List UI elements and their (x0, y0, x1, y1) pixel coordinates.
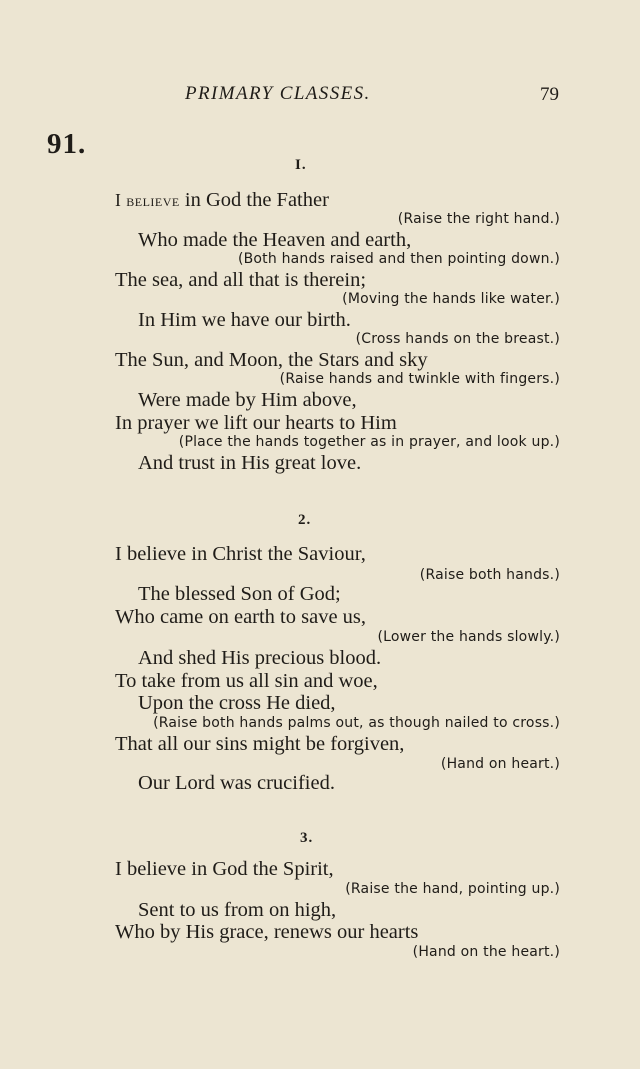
gesture-direction: (Raise hands and twinkle with fingers.) (279, 371, 560, 387)
gesture-direction: (Place the hands together as in prayer, and look up.) (178, 434, 560, 450)
stanza-number: 3. (300, 830, 314, 846)
verse-line: Were made by Him above, (138, 389, 357, 411)
verse-line: And trust in His great love. (138, 452, 362, 474)
verse-line: Who made the Heaven and earth, (138, 229, 412, 251)
verse-line: The blessed Son of God; (138, 583, 341, 605)
gesture-direction: (Raise both hands.) (419, 567, 560, 583)
gesture-direction: (Both hands raised and then pointing down.) (237, 251, 560, 267)
gesture-direction: (Cross hands on the breast.) (355, 331, 560, 347)
verse-line: To take from us all sin and woe, (115, 670, 378, 692)
verse-line (115, 190, 329, 211)
hymn-number: 91. (47, 128, 87, 160)
gesture-direction: (Raise the hand, pointing up.) (345, 881, 560, 897)
verse-line: In prayer we lift our hearts to Him (115, 412, 397, 434)
verse-line: Who by His grace, renews our hearts (115, 921, 419, 943)
verse-line: Our Lord was crucified. (138, 772, 335, 794)
verse-line: Upon the cross He died, (138, 692, 336, 714)
running-header: PRIMARY CLASSES. (185, 83, 371, 104)
page-number: 79 (540, 84, 559, 105)
verse-line: The Sun, and Moon, the Stars and sky (115, 349, 428, 371)
gesture-direction: (Hand on heart.) (440, 756, 560, 772)
gesture-direction: (Raise both hands palms out, as though nailed to cross.) (153, 715, 560, 731)
verse-line-text: in God the Father (179, 189, 329, 211)
verse-line: Who came on earth to save us, (115, 606, 367, 628)
stanza-number: I. (295, 157, 307, 173)
verse-line: I believe in Christ the Saviour, (115, 543, 366, 565)
verse-line: And shed His precious blood. (138, 647, 382, 669)
gesture-direction: (Lower the hands slowly.) (377, 629, 560, 645)
stanza-number: 2. (298, 512, 312, 528)
verse-line: In Him we have our birth. (138, 309, 351, 331)
verse-line: I believe in God the Spirit, (115, 858, 334, 880)
verse-line: The sea, and all that is therein; (115, 269, 367, 291)
gesture-direction: (Moving the hands like water.) (342, 291, 560, 307)
verse-line: That all our sins might be forgiven, (115, 733, 405, 755)
verse-lead: I believe (115, 190, 180, 210)
verse-line: Sent to us from on high, (138, 899, 337, 921)
gesture-direction: (Raise the right hand.) (397, 211, 560, 227)
gesture-direction: (Hand on the heart.) (412, 944, 560, 960)
